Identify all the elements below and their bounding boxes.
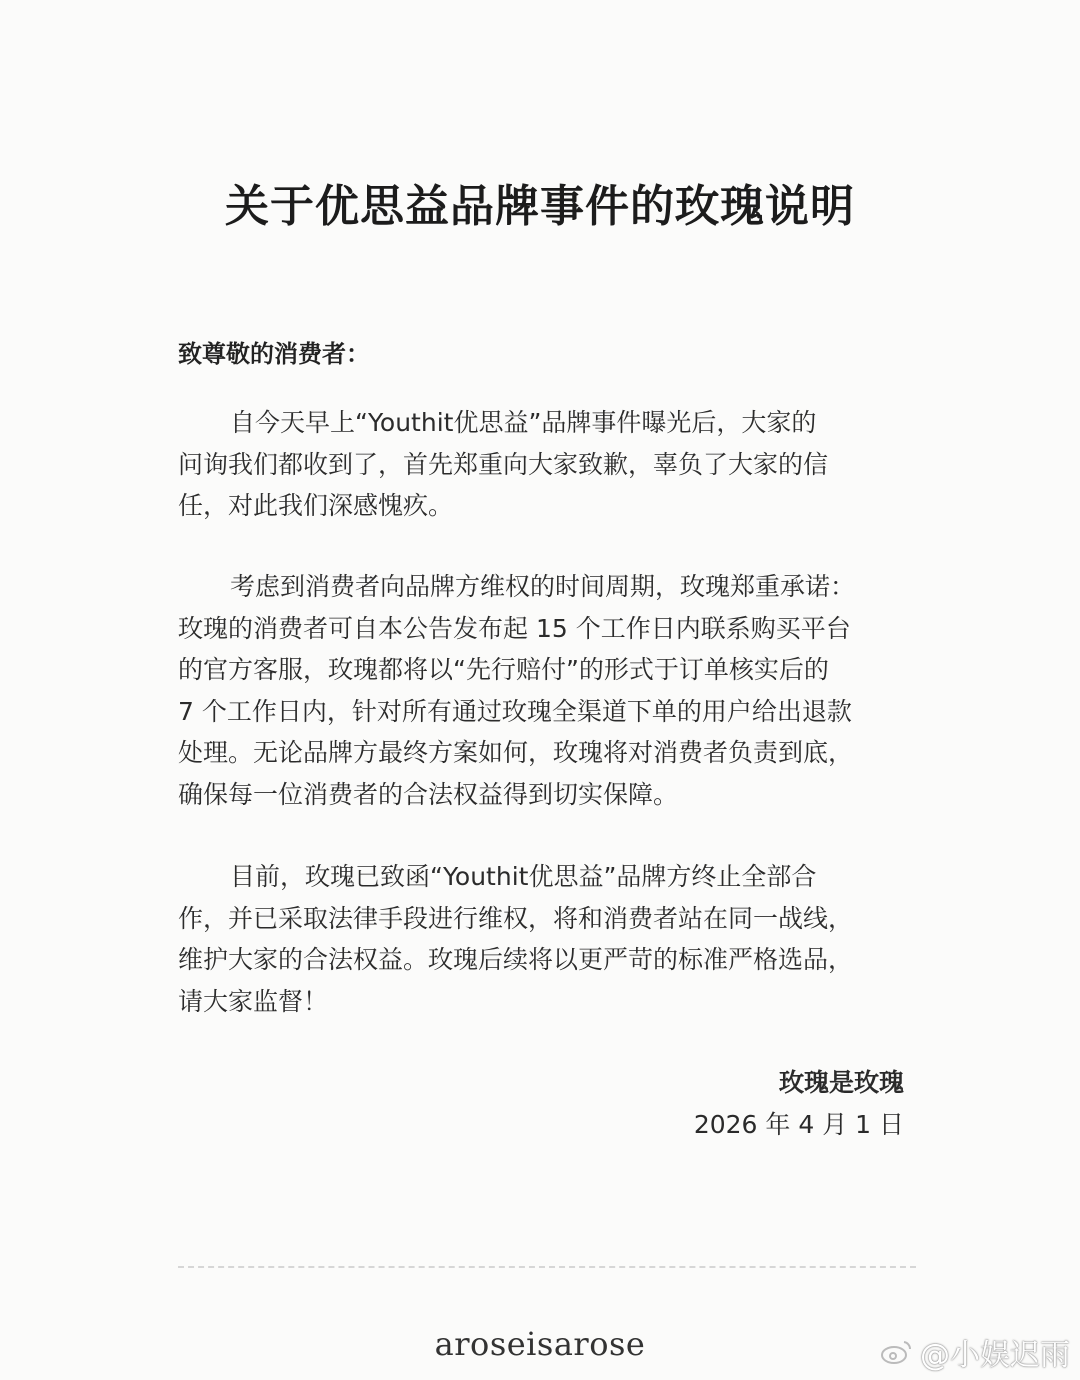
paragraph-1 (178, 402, 908, 527)
signature-date: 2026 年 4 月 1 日 (693, 1110, 904, 1139)
text-line: 自今天早上“Youthit优思益”品牌事件曝光后，大家的 (230, 408, 817, 437)
paragraph-3 (178, 856, 908, 1022)
text-line: 考虑到消费者向品牌方维权的时间周期，玫瑰郑重承诺： (230, 572, 856, 601)
text-line: 确保每一位消费者的合法权益得到切实保障。 (178, 779, 679, 809)
text-line: 问询我们都收到了，首先郑重向大家致歉，辜负了大家的信 (178, 449, 829, 479)
document-title: 关于优思益品牌事件的玫瑰说明 (225, 181, 855, 232)
text-line: 请大家监督！ (178, 986, 329, 1016)
watermark-text: @小娱迟雨 (920, 1338, 1070, 1373)
watermark (880, 1330, 1070, 1374)
text-line: 处理。无论品牌方最终方案如何，玫瑰将对消费者负责到底， (178, 738, 854, 767)
brand-logo: aroseisarose (434, 1325, 646, 1363)
signature-block (694, 1062, 904, 1146)
paragraph-2 (178, 566, 908, 815)
text-line: 的官方客服，玫瑰都将以“先行赔付”的形式于订单核实后的 (178, 655, 829, 684)
salutation: 致尊敬的消费者： (178, 340, 370, 368)
text-line: 目前，玫瑰已致函“Youthit优思益”品牌方终止全部合 (230, 862, 817, 891)
dashed-divider (178, 1266, 916, 1268)
weibo-icon (880, 1338, 914, 1366)
text-line: 任，对此我们深感愧疚。 (178, 491, 454, 520)
signature-name: 玫瑰是玫瑰 (778, 1068, 904, 1097)
text-line: 7 个工作日内，针对所有通过玫瑰全渠道下单的用户给出退款 (178, 696, 852, 726)
text-line: 玫瑰的消费者可自本公告发布起 15 个工作日内联系购买平台 (178, 613, 851, 643)
text-line: 维护大家的合法权益。玫瑰后续将以更严苛的标准严格选品， (178, 945, 854, 974)
text-line: 作，并已采取法律手段进行维权，将和消费者站在同一战线， (178, 903, 854, 933)
